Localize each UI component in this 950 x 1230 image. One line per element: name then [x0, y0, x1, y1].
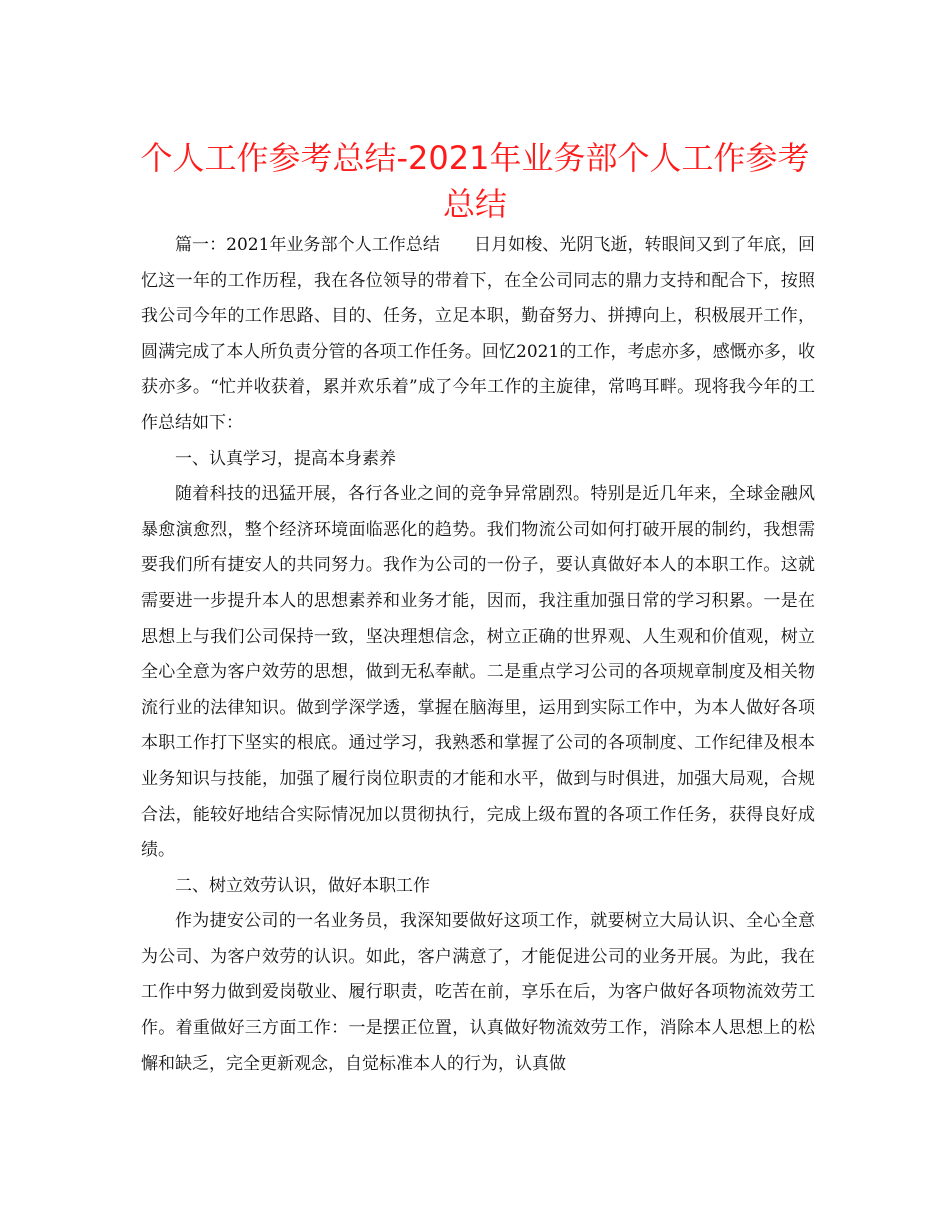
document-body — [141, 228, 815, 1082]
paragraph-section-2: 作为捷安公司的一名业务员，我深知要做好这项工作，就要树立大局认识、全心全意为公司、为客户效劳的认识。如此，客户满意了，才能促进公司的业务开展。为此，我在工作中努力做到爱岗敬业、履行职责，吃苦在前，享乐在后，为客户做好各项物流效劳工作。着重做好三方面工作：一是摆正位置，认真做好物流效劳工作，消除本人思想上的松懈和缺乏，完全更新观念，自觉标准本人的行为，认真做 — [141, 911, 815, 1074]
paragraph-intro: 篇一：2021年业务部个人工作总结 日月如梭、光阴飞逝，转眼间又到了年底，回忆这一年的工作历程，我在各位领导的带着下，在全公司同志的鼎力支持和配合下，按照我公司今年的工作思路、目的、任务，立足本职，勤奋努力、拼搏向上，积极展开工作，圆满完成了本人所负责分管的各项工作任务。回忆2021的工作，考虑亦多，感慨亦多，收获亦多。“忙并收获着，累并欢乐着”成了今年工作的主旋律，常鸣耳畔。现将我今年的工作总结如下： — [141, 235, 815, 433]
document-title-line-2: 总结 — [442, 185, 507, 223]
paragraph-section-1: 随着科技的迅猛开展，各行各业之间的竞争异常剧烈。特别是近几年来，全球金融风暴愈演愈烈，整个经济环境面临恶化的趋势。我们物流公司如何打破开展的制约，我想需要我们所有捷安人的共同努力。我作为公司的一份子，要认真做好本人的本职工作。这就需要进一步提升本人的思想素养和业务才能，因而，我注重加强日常的学习积累。一是在思想上与我们公司保持一致，坚决理想信念，树立正确的世界观、人生观和价值观，树立全心全意为客户效劳的思想，做到无私奉献。二是重点学习公司的各项规章制度及相关物流行业的法律知识。做到学深学透，掌握在脑海里，运用到实际工作中，为本人做好各项本职工作打下坚实的根底。通过学习，我熟悉和掌握了公司的各项制度、工作纪律及根本业务知识与技能，加强了履行岗位职责的才能和水平，做到与时俱进，加强大局观，合规合法，能较好地结合实际情况加以贯彻执行，完成上级布置的各项工作任务，获得良好成绩。 — [141, 484, 815, 861]
section-heading-1: 一、认真学习，提高本身素养 — [175, 448, 396, 469]
section-heading-2: 二、树立效劳认识，做好本职工作 — [175, 875, 430, 896]
document-title-line-1: 个人工作参考总结-2021年业务部个人工作参考 — [140, 139, 810, 177]
